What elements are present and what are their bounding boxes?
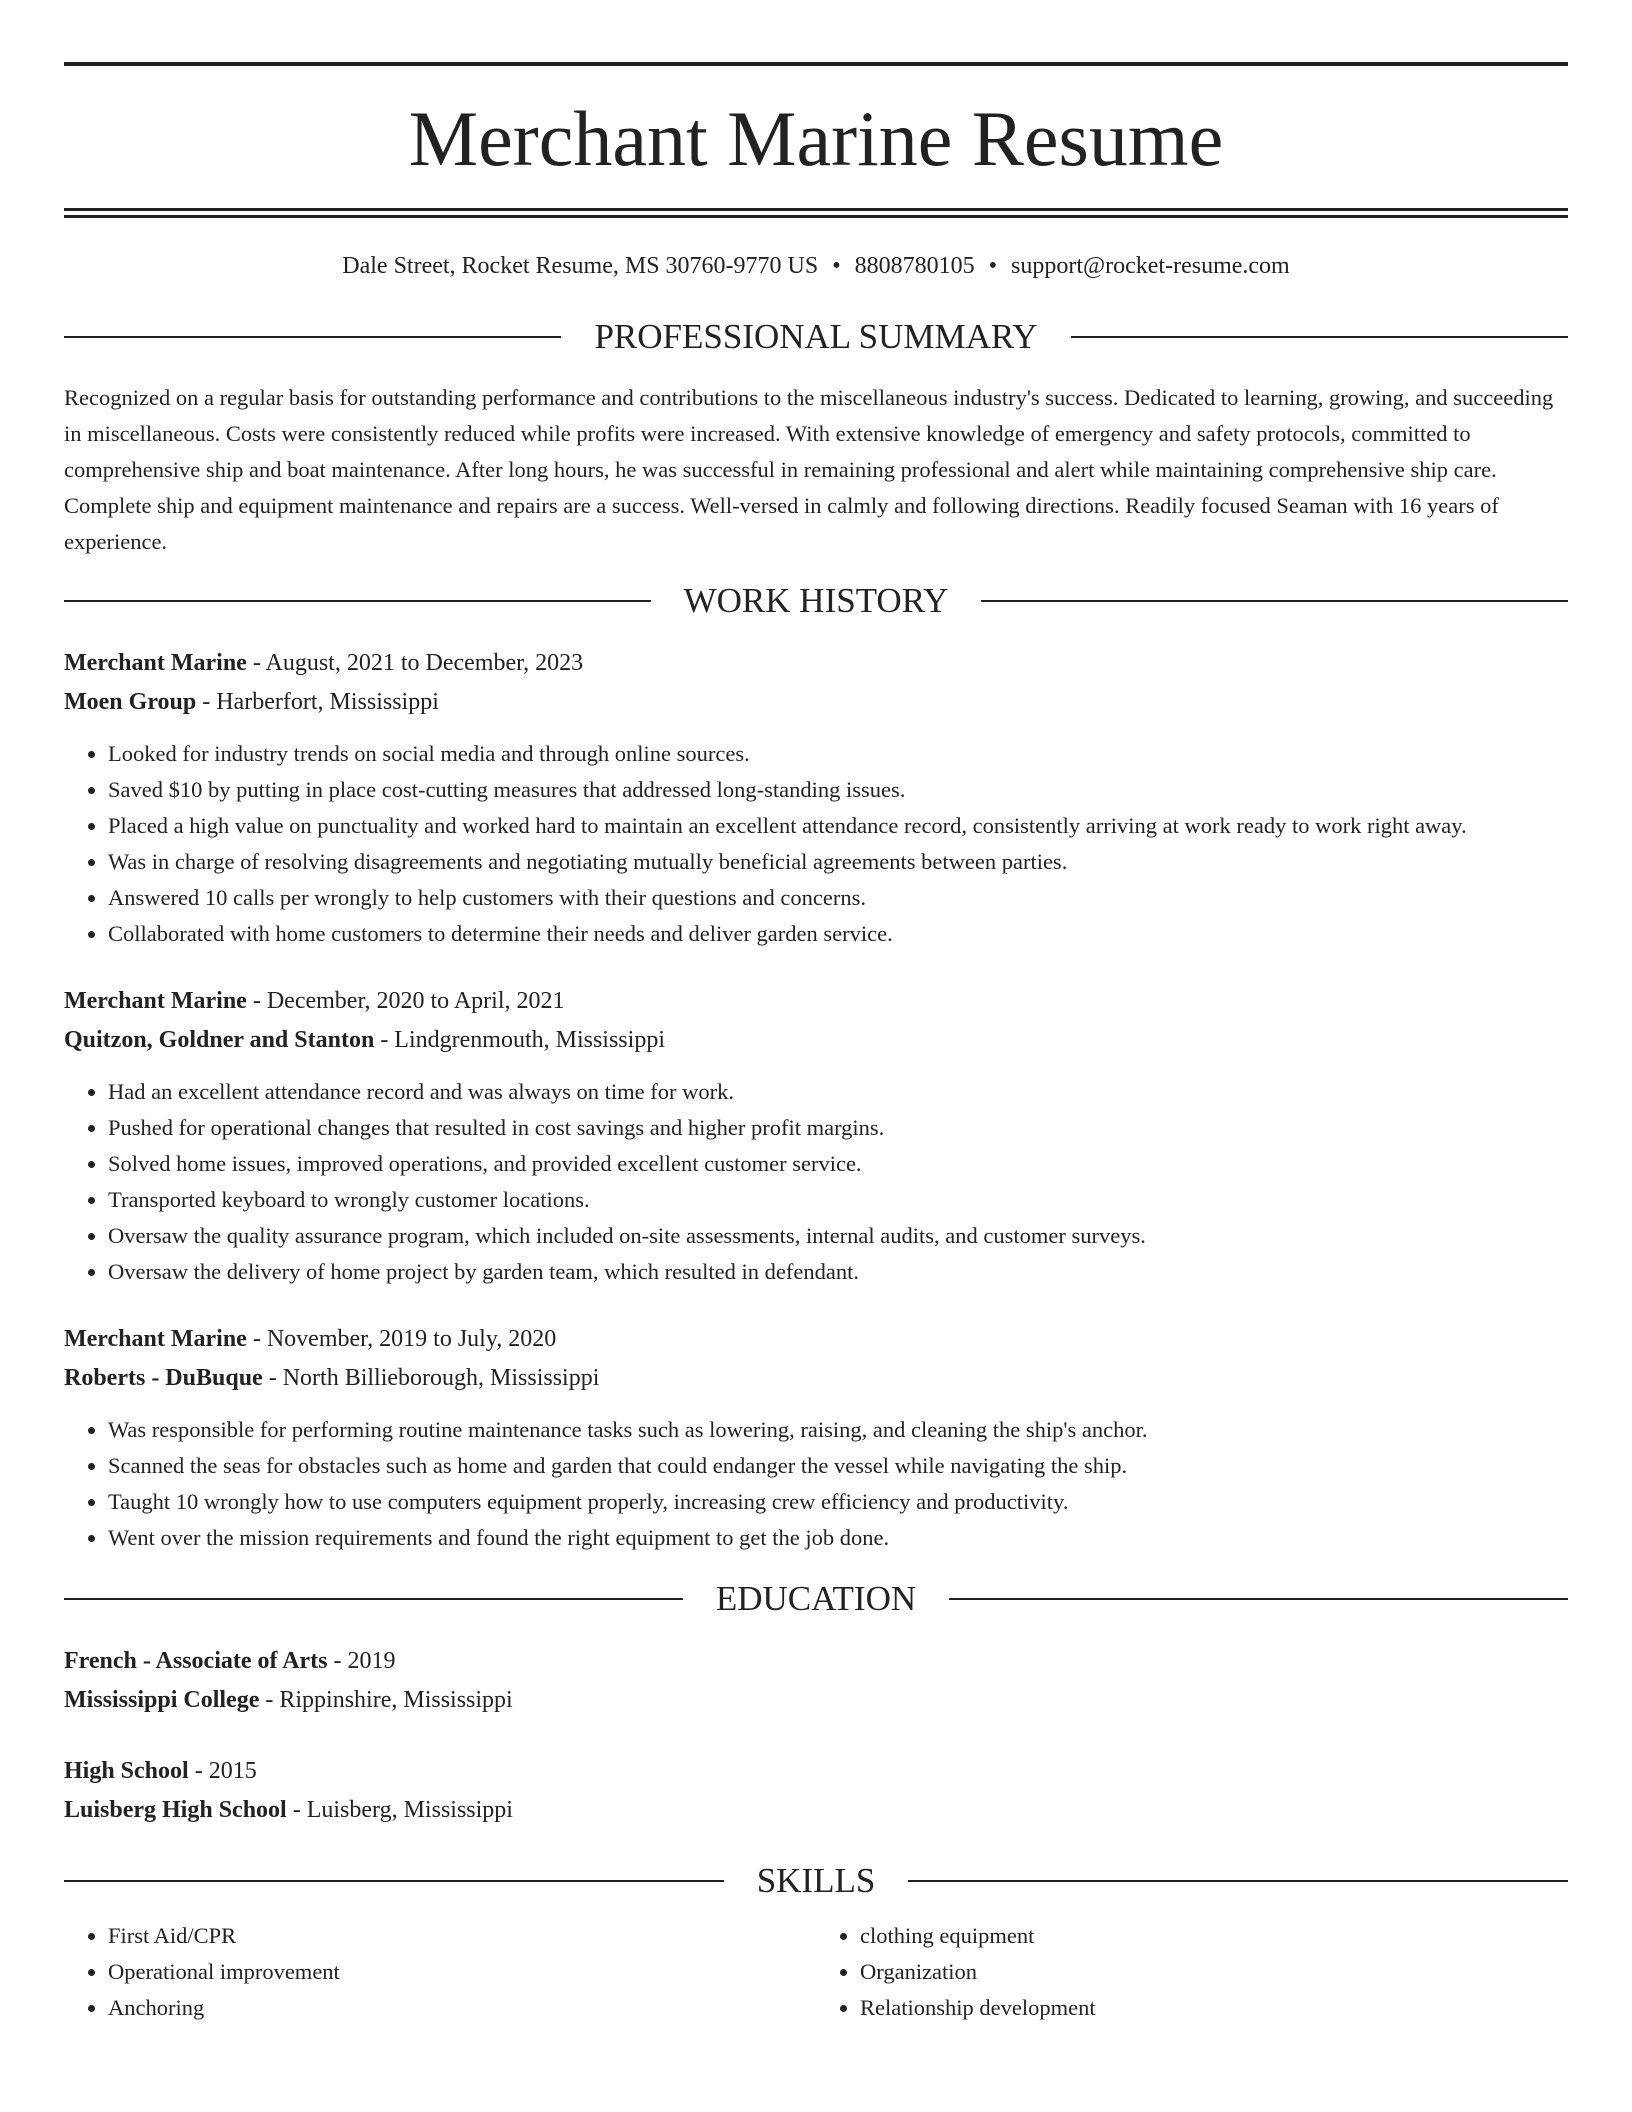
job-title-line [64,982,1568,1021]
contact-line [64,253,1568,280]
job-company: Quitzon, Goldner and Stanton [64,1027,375,1053]
job-bullet: • Was in charge of resolving disagreements and negotiating mutually beneficial agreements between parties. [108,844,1568,880]
heading-rule [981,600,1568,602]
contact-separator: • [988,253,998,279]
job-company-line [64,1021,1568,1060]
education-school-line [64,1791,1568,1830]
summary-paragraph: Recognized on a regular basis for outstanding performance and contributions to the miscellaneous industry's success. Dedicated to learning, growing, and succeeding in miscellaneous. Costs were consistently reduced while profits were increased. With extensive knowledge of emergency and safety protocols, committed to comprehensive ship and boat maintenance. After long hours, he was successful in remaining professional and alert while maintaining comprehensive ship care. Complete ship and equipment maintenance and repairs are a success. Well-versed in calmly and following directions. Readily focused Seaman with 16 years of experience. [64,385,1554,554]
contact-phone: 8808780105 [854,253,975,279]
education-degree: High School [64,1758,189,1784]
skill-item: • clothing equipment [860,1918,1568,1954]
job-company: Roberts - DuBuque [64,1365,263,1391]
education-degree: French - Associate of Arts [64,1648,328,1674]
section-heading-education [64,1578,1568,1620]
job-bullet: • Oversaw the delivery of home project by garden team, which resulted in defendant. [108,1254,1568,1290]
job-bullet: • Oversaw the quality assurance program, which included on-site assessments, internal audits, and customer surveys. [108,1218,1568,1254]
skill-item: • Operational improvement [108,1954,816,1990]
skill-item: • Relationship development [860,1990,1568,2026]
job-bullet: • Pushed for operational changes that resulted in cost savings and higher profit margins. [108,1110,1568,1146]
job-location: - North Billieborough, Mississippi [262,1365,600,1391]
skills-list-right [816,1918,1568,2026]
heading-rule [64,1598,683,1600]
heading-rule [908,1880,1568,1882]
job-list [64,644,1568,1556]
education-entry [64,1642,1568,1720]
job-dates: - December, 2020 to April, 2021 [246,988,565,1014]
job-bullet: • Went over the mission requirements and found the right equipment to get the job done. [108,1520,1568,1556]
job-bullet: • Solved home issues, improved operations, and provided excellent customer service. [108,1146,1568,1182]
heading-rule [949,1598,1568,1600]
job-bullet: • Taught 10 wrongly how to use computers equipment properly, increasing crew efficiency and productivity. [108,1484,1568,1520]
job-bullets [64,736,1568,952]
job-company-line [64,683,1568,722]
education-degree-line [64,1642,1568,1681]
job-company: Moen Group [64,689,197,715]
education-degree-line [64,1752,1568,1791]
job-bullet: • Collaborated with home customers to determine their needs and deliver garden service. [108,916,1568,952]
job-bullet: • Scanned the seas for obstacles such as home and garden that could endanger the vessel while navigating the ship. [108,1448,1568,1484]
section-heading-summary [64,316,1568,358]
job-title-line [64,1320,1568,1359]
education-year: - 2015 [188,1758,257,1784]
skill-item: • Anchoring [108,1990,816,2026]
section-title: SKILLS [756,1861,876,1900]
heading-rule [64,336,561,338]
job-location: - Lindgrenmouth, Mississippi [374,1027,665,1053]
title-double-rule [64,208,1568,218]
education-year: - 2019 [327,1648,396,1674]
education-school: Mississippi College [64,1687,260,1713]
section-title: WORK HISTORY [683,581,949,620]
job-dates: - November, 2019 to July, 2020 [246,1326,557,1352]
education-school: Luisberg High School [64,1797,287,1823]
job-title: Merchant Marine [64,1326,247,1352]
skills-columns [64,1918,1568,2026]
section-title: PROFESSIONAL SUMMARY [594,317,1038,356]
job-title: Merchant Marine [64,988,247,1014]
job-bullet: • Looked for industry trends on social media and through online sources. [108,736,1568,772]
section-heading-skills [64,1860,1568,1902]
education-location: - Rippinshire, Mississippi [259,1687,513,1713]
job-title: Merchant Marine [64,650,247,676]
job-entry [64,1320,1568,1556]
resume-title: Merchant Marine Resume [408,95,1224,182]
education-school-line [64,1681,1568,1720]
skill-item: • First Aid/CPR [108,1918,816,1954]
job-title-line [64,644,1568,683]
job-bullet: • Was responsible for performing routine maintenance tasks such as lowering, raising, and cleaning the ship's anchor. [108,1412,1568,1448]
heading-rule [64,1880,724,1882]
job-bullets [64,1074,1568,1290]
section-title: EDUCATION [715,1579,917,1618]
section-heading-work [64,580,1568,622]
job-dates: - August, 2021 to December, 2023 [246,650,584,676]
job-bullet: • Transported keyboard to wrongly customer locations. [108,1182,1568,1218]
heading-rule [1071,336,1568,338]
education-entry [64,1752,1568,1830]
job-bullet: • Saved $10 by putting in place cost-cutting measures that addressed long-standing issues. [108,772,1568,808]
job-bullet: • Answered 10 calls per wrongly to help customers with their questions and concerns. [108,880,1568,916]
job-bullet: • Had an excellent attendance record and was always on time for work. [108,1074,1568,1110]
job-entry [64,644,1568,952]
job-entry [64,982,1568,1290]
contact-separator: • [832,253,841,279]
education-list [64,1642,1568,1830]
education-location: - Luisberg, Mississippi [286,1797,513,1823]
top-rule [64,62,1568,66]
contact-email[interactable]: support@rocket-resume.com [1011,253,1290,279]
job-bullet: • Placed a high value on punctuality and worked hard to maintain an excellent attendance record, consistently arriving at work ready to work right away. [108,808,1568,844]
job-location: - Harberfort, Mississippi [196,689,439,715]
heading-rule [64,600,651,602]
skill-item: • Organization [860,1954,1568,1990]
job-company-line [64,1359,1568,1398]
job-bullets [64,1412,1568,1556]
contact-address: Dale Street, Rocket Resume, MS 30760-9770 US [342,253,819,279]
skills-list-left [64,1918,816,2026]
